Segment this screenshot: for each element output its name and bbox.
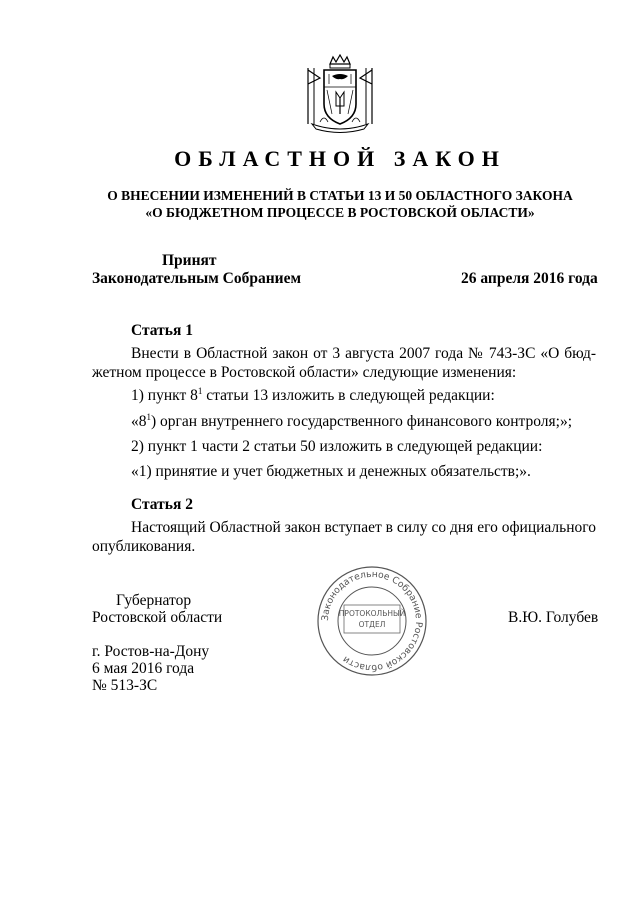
document-title: ОБЛАСТНОЙ ЗАКОН xyxy=(174,146,506,171)
item1-text: 1) пункт 8 xyxy=(131,387,198,404)
article2-text-line1: Настоящий Областной закон вступает в силу со дня его официального xyxy=(131,519,596,536)
stamp-inner-line1: ПРОТОКОЛЬНЫЙ xyxy=(338,609,406,618)
signatory-position-line1: Губернатор xyxy=(116,592,192,609)
stamp-outer-text: Законодательное Собрание Ростовской области xyxy=(319,568,425,674)
quote1-text-end: ) орган внутреннего государственного финансового контроля;»; xyxy=(151,413,573,430)
article1-intro-line1: Внести в Областной закон от 3 августа 2007 года № 743-ЗС «О бюд- xyxy=(131,345,596,362)
adopting-body: Законодательным Собранием xyxy=(92,270,302,287)
document-subtitle-line1: О ВНЕСЕНИИ ИЗМЕНЕНИЙ В СТАТЬИ 13 И 50 ОБЛАСТНОГО ЗАКОНА xyxy=(107,188,573,203)
article1-item2: 2) пункт 1 части 2 статьи 50 изложить в следующей редакции: xyxy=(131,438,543,455)
document-subtitle-line2: «О БЮДЖЕТНОМ ПРОЦЕССЕ В РОСТОВСКОЙ ОБЛАСТИ» xyxy=(145,205,535,220)
signatory-position-line2: Ростовской области xyxy=(92,609,223,626)
footer-city: г. Ростов-на-Дону xyxy=(92,643,210,660)
item1-superscript: 1 xyxy=(197,386,203,396)
article1-quote1 xyxy=(131,413,572,431)
adopted-label: Принят xyxy=(162,252,217,269)
article1-item1 xyxy=(131,387,495,405)
quote1-superscript: 1 xyxy=(146,412,151,422)
signatory-name: В.Ю. Голубев xyxy=(508,609,599,626)
quote1-text: «8 xyxy=(131,413,147,430)
footer-law-number: № 513-ЗС xyxy=(92,677,158,694)
stamp-inner-line2: ОТДЕЛ xyxy=(358,620,386,629)
article1-intro-line2: жетном процессе в Ростовской области» следующие изменения: xyxy=(92,364,517,381)
article2-text-line2: опубликования. xyxy=(92,538,196,555)
official-stamp xyxy=(316,565,428,677)
coat-of-arms-icon xyxy=(302,54,378,134)
article1-heading: Статья 1 xyxy=(131,322,193,339)
article1-quote2: «1) принятие и учет бюджетных и денежных обязательств;». xyxy=(131,463,531,480)
adoption-date: 26 апреля 2016 года xyxy=(461,270,598,287)
article2-heading: Статья 2 xyxy=(131,496,193,513)
item1-text-end: статьи 13 изложить в следующей редакции: xyxy=(202,387,495,404)
footer-date: 6 мая 2016 года xyxy=(92,660,195,677)
